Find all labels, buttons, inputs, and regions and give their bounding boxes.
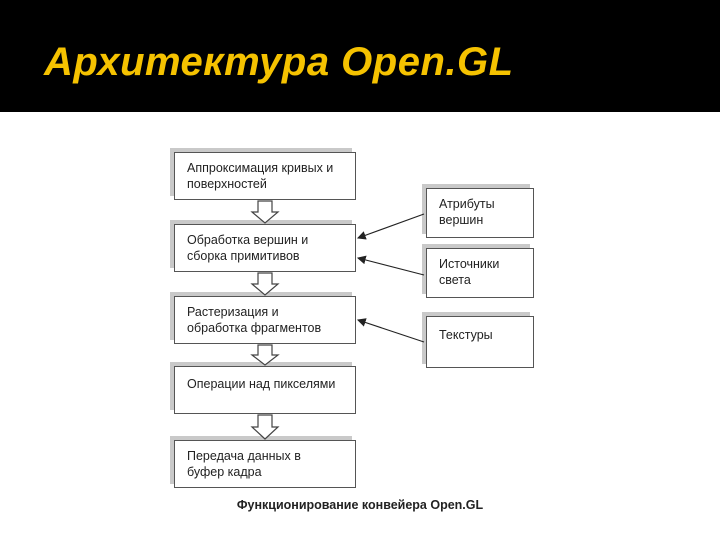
flow-arrow-4: [252, 415, 278, 439]
diagram-caption: Функционирование конвейера Open.GL: [236, 498, 484, 512]
stage-vertex-processing-label: Обработка вершин и сборка примитивов: [187, 233, 309, 263]
arrow-textures-to-raster: [358, 320, 424, 342]
flow-arrow-2: [252, 273, 278, 295]
stage-curve-approximation-label: Аппроксимация кривых и поверхностей: [187, 161, 334, 191]
flow-arrow-3: [252, 345, 278, 365]
arrow-attributes-to-vertex: [358, 214, 424, 238]
flow-arrow-1: [252, 201, 278, 223]
arrow-lights-to-vertex: [358, 258, 424, 275]
stage-rasterization-label: Растеризация и обработка фрагментов: [187, 305, 322, 335]
stage-framebuffer-transfer-label: Передача данных в буфер кадра: [187, 449, 301, 479]
input-vertex-attributes-label: Атрибуты вершин: [439, 197, 495, 227]
slide-title: Архитектура Open.GL: [44, 40, 514, 84]
input-light-sources-label: Источники света: [439, 257, 500, 287]
stage-pixel-operations-label: Операции над пикселями: [187, 377, 336, 391]
input-textures-label: Текстуры: [439, 328, 493, 342]
